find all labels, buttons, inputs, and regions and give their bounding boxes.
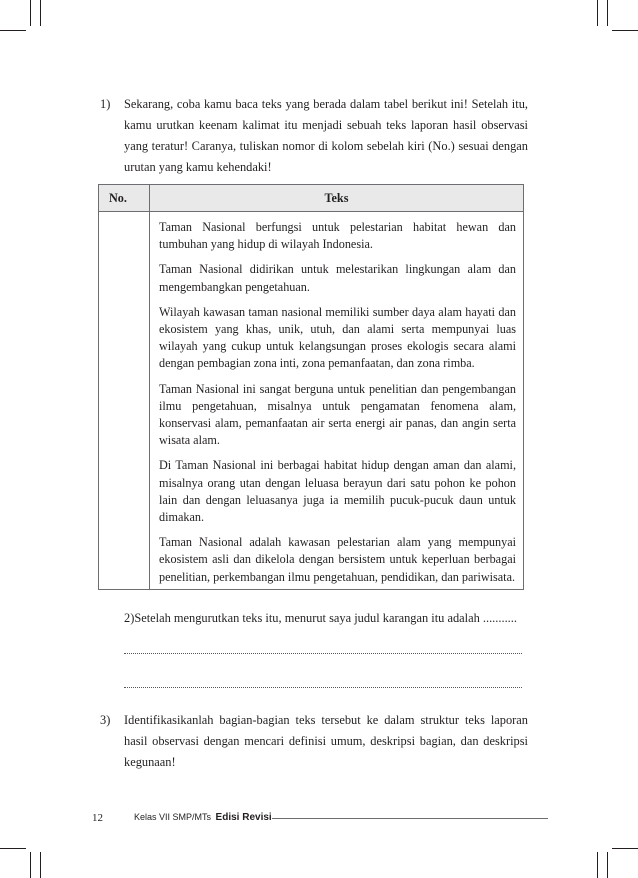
sentence-text: Di Taman Nasional ini berbagai habitat hidup dengan aman dan alami, misalnya orang utan dengan leluasa berayun dari satu pohon ke pohon lain dan dengan leluasanya juga ia memilih pucuk-pucuk daun untuk dimakan. (159, 458, 516, 525)
book-title: Kelas VII SMP/MTs (134, 812, 212, 822)
header-no: No. (99, 185, 150, 212)
question-3-number: 3) (100, 713, 111, 727)
text-cell (150, 300, 524, 377)
page-number: 12 (92, 812, 103, 824)
answer-line[interactable] (124, 653, 522, 655)
no-cell[interactable] (99, 453, 150, 530)
question-3 (100, 710, 528, 773)
question-1-text: Sekarang, coba kamu baca teks yang berada dalam tabel berikut ini! Setelah itu, kamu urutkan keenam kalimat itu menjadi sebuah teks laporan hasil observasi yang teratur! Caranya, tuliskan nomor di kolom sebelah kiri (No.) sesuai dengan urutan yang kamu kehendaki! (124, 97, 528, 174)
sentence-text: Taman Nasional ini sangat berguna untuk penelitian dan pengembangan ilmu pengetahuan, misalnya untuk pengamatan fenomena alam, konservasi alam, pemanfaatan air serta energi air panas, dan angin serta wisata alam. (159, 381, 516, 448)
answer-line[interactable] (124, 687, 522, 689)
table-row (99, 257, 524, 299)
no-cell[interactable] (99, 377, 150, 454)
sentence-text: Taman Nasional berfungsi untuk pelestarian habitat hewan dan tumbuhan yang hidup di wilayah Indonesia. (159, 220, 516, 252)
no-cell[interactable] (99, 530, 150, 589)
table-row (99, 530, 524, 589)
no-cell[interactable] (99, 300, 150, 377)
no-cell[interactable] (99, 257, 150, 299)
sentence-text: Taman Nasional adalah kawasan pelestarian alam yang mempunyai ekosistem asli dan dikelola dengan bersistem untuk keperluan berbagai penelitian, perkembangan ilmu pengetahuan, pendidikan, dan pariwisata. (159, 535, 516, 584)
text-cell (150, 453, 524, 530)
table-row (99, 453, 524, 530)
table-row (99, 377, 524, 454)
table-row (99, 300, 524, 377)
sentence-table (98, 184, 524, 590)
edition-label: Edisi Revisi (215, 812, 272, 823)
question-1-number: 1) (100, 97, 111, 111)
text-cell (150, 530, 524, 589)
text-cell (150, 212, 524, 258)
question-3-text: Identifikasikanlah bagian-bagian teks tersebut ke dalam struktur teks laporan hasil observasi dengan mencari definisi umum, deskripsi bagian, dan deskripsi kegunaan! (124, 713, 528, 769)
sentence-text: Taman Nasional didirikan untuk melestarikan lingkungan alam dan mengembangkan pengetahuan. (159, 262, 516, 294)
text-cell (150, 377, 524, 454)
text-cell (150, 257, 524, 299)
question-2: 2)Setelah mengurutkan teks itu, menurut saya judul karangan itu adalah ........... (124, 611, 517, 625)
table-header-row (99, 185, 524, 212)
question-1 (100, 94, 528, 178)
header-teks: Teks (150, 185, 524, 212)
footer-rule (272, 818, 548, 819)
sentence-text: Wilayah kawasan taman nasional memiliki sumber daya alam hayati dan ekosistem yang khas, unik, utuh, dan alami serta mempunyai luas wilayah yang cukup untuk kelangsungan proses ekologis secara alami dengan pembagian zona inti, zona pemanfaatan, dan zona rimba. (159, 304, 516, 371)
table-row (99, 212, 524, 258)
footer-book-title (134, 812, 272, 823)
no-cell[interactable] (99, 212, 150, 258)
